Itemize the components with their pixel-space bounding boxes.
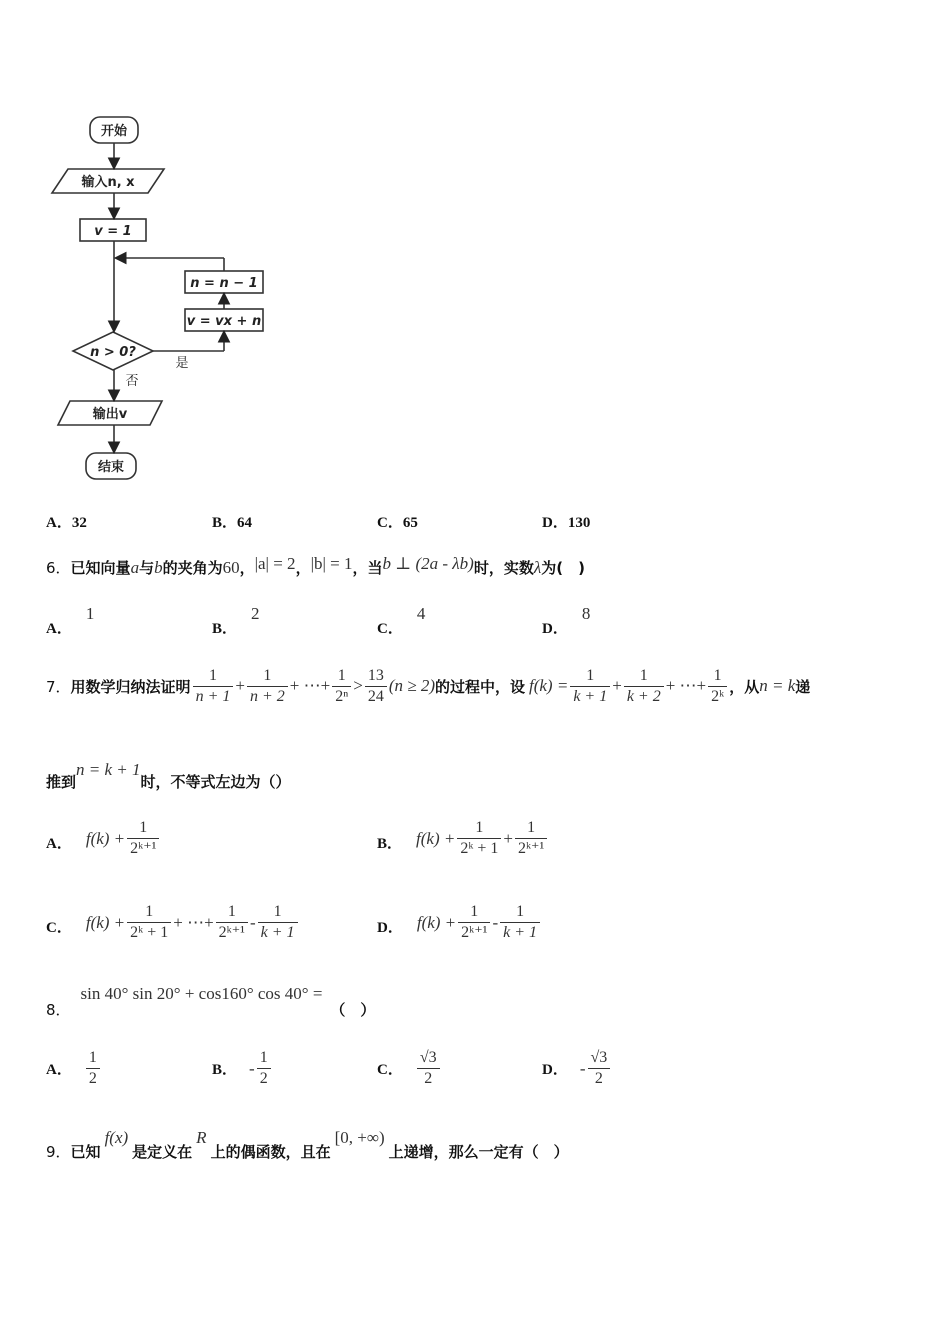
question-7-cont	[46, 760, 291, 792]
q6-option-d: D．8	[542, 604, 591, 637]
q7-text: 用数学归纳法证明	[70, 677, 191, 696]
question-8	[46, 984, 375, 1020]
q8-option-d: D． - $\frac{√3}{2}$	[542, 1048, 612, 1089]
q7-nk: n = k	[759, 676, 796, 695]
q7-dots: + ⋯+	[289, 676, 331, 695]
q7-frac-1: $\frac{1}{n + 1}$	[193, 666, 234, 707]
q7-option-a: A． f(k) + $\frac{1}{\text{2ᵏ⁺¹}}$	[46, 818, 161, 859]
q8-number: 8．	[46, 1001, 71, 1019]
question-7: 7． 用数学归纳法证明 $\frac{1}{n + 1}$ + $\frac{1}{n + 2}$ + ⋯+ $\frac{1}{\text{2ⁿ}}$ > $\frac{13}{24}$ (n ≥ 2) 的过程中，设 f(k) = $\frac{1}{k + 1}$ + $\frac{1}{k + 2}$ + ⋯+ $\frac{1}{\text{2ᵏ}}$ ，从 n = k 递	[46, 666, 811, 705]
question-9	[46, 1128, 569, 1162]
q6-option-b: B．2	[212, 604, 260, 637]
q7-option-c: C． f(k) + $\frac{1}{\text{2ᵏ + 1}}$ + ⋯+ $\frac{1}{\text{2ᵏ⁺¹}}$ - $\frac{1}{k + 1}$	[46, 902, 300, 943]
q6-text: ，当	[352, 559, 383, 577]
q9-text: 上递增，那么一定有（ ）	[388, 1143, 569, 1161]
q6-perp-condition: b ⊥ (2a - λb)	[382, 554, 474, 573]
flowchart	[40, 105, 280, 495]
q7-text: 推到	[46, 773, 77, 791]
q6-number: 6．	[46, 559, 71, 577]
q6-text: 为( )	[541, 559, 585, 577]
q9-R: R	[196, 1128, 207, 1147]
q7-condition: (n ≥ 2)	[388, 676, 435, 695]
q8-option-c: C． $\frac{√3}{2}$	[377, 1048, 442, 1089]
q7-frac-k2: $\frac{1}{k + 2}$	[624, 666, 664, 707]
question-6	[46, 544, 585, 584]
q6-abs-b: |b| = 1	[310, 554, 353, 573]
q6-text: ，	[239, 559, 255, 577]
update-v-label: v = vx + n	[186, 314, 262, 329]
start-label: 开始	[100, 124, 128, 139]
q9-fx: f(x)	[104, 1128, 129, 1147]
q6-text: ，	[295, 559, 311, 577]
output-label: 输出v	[92, 407, 128, 422]
q7-frac-k1: $\frac{1}{k + 1}$	[570, 666, 610, 707]
q8-option-b: B． - $\frac{1}{2}$	[212, 1048, 273, 1089]
q8-text: （ ）	[330, 1001, 376, 1019]
q7-frac-3: $\frac{1}{\text{2ⁿ}}$	[332, 666, 351, 707]
q7-text: 递	[795, 677, 811, 696]
q7-gt: >	[353, 676, 363, 695]
update-n-label: n = n − 1	[190, 276, 258, 291]
q7-number: 7．	[46, 677, 71, 696]
q6-vector-b: b	[154, 558, 163, 577]
q8-option-a: A． $\frac{1}{2}$	[46, 1048, 102, 1089]
q7-frac-2: $\frac{1}{n + 2}$	[247, 666, 288, 707]
q9-interval: [0, +∞)	[334, 1128, 385, 1147]
q7-option-b: B． f(k) + $\frac{1}{\text{2ᵏ + 1}}$ + $\frac{1}{\text{2ᵏ⁺¹}}$	[377, 818, 549, 859]
q6-text: 的夹角为	[162, 559, 223, 577]
q6-text: 已知向量	[70, 559, 131, 577]
q9-text: 是定义在	[132, 1143, 193, 1161]
q6-text: 时，实数	[473, 559, 534, 577]
no-label: 否	[125, 374, 139, 389]
q6-lambda: λ	[533, 558, 542, 577]
q8-expression: sin 40° sin 20° + cos160° cos 40° =	[80, 984, 323, 1003]
yes-label: 是	[175, 356, 189, 371]
end-label: 结束	[97, 460, 125, 475]
q7-frac-2k: $\frac{1}{\text{2ᵏ}}$	[708, 666, 727, 707]
q6-vector-a: a	[130, 558, 140, 577]
q5-option-b: B．64	[212, 515, 253, 531]
q7-text: 的过程中，设	[434, 677, 525, 696]
q5-option-c: C．65	[377, 515, 418, 531]
q6-option-a: A．1	[46, 604, 95, 637]
q7-text: ，从	[729, 677, 760, 696]
q7-option-d: D． f(k) + $\frac{1}{\text{2ᵏ⁺¹}}$ - $\frac{1}{k + 1}$	[377, 902, 542, 943]
q9-text: 已知	[70, 1143, 101, 1161]
condition-label: n > 0?	[90, 345, 136, 360]
q6-angle: 60	[222, 558, 240, 577]
init-label: v = 1	[94, 224, 132, 239]
q5-option-d: D．130	[542, 515, 591, 531]
q6-abs-a: |a| = 2	[254, 554, 296, 573]
q6-text: 与	[139, 559, 155, 577]
input-label: 输入n, x	[81, 175, 135, 190]
q5-option-a: A．32	[46, 515, 87, 531]
q6-option-c: C．4	[377, 604, 426, 637]
q7-frac-rhs: $\frac{13}{24}$	[365, 666, 387, 707]
q7-fk: f(k) =	[529, 676, 569, 695]
q7-nk1: n = k + 1	[76, 760, 141, 779]
q9-text: 上的偶函数，且在	[210, 1143, 331, 1161]
q9-number: 9．	[46, 1143, 71, 1161]
q7-text: 时，不等式左边为（）	[140, 773, 291, 791]
